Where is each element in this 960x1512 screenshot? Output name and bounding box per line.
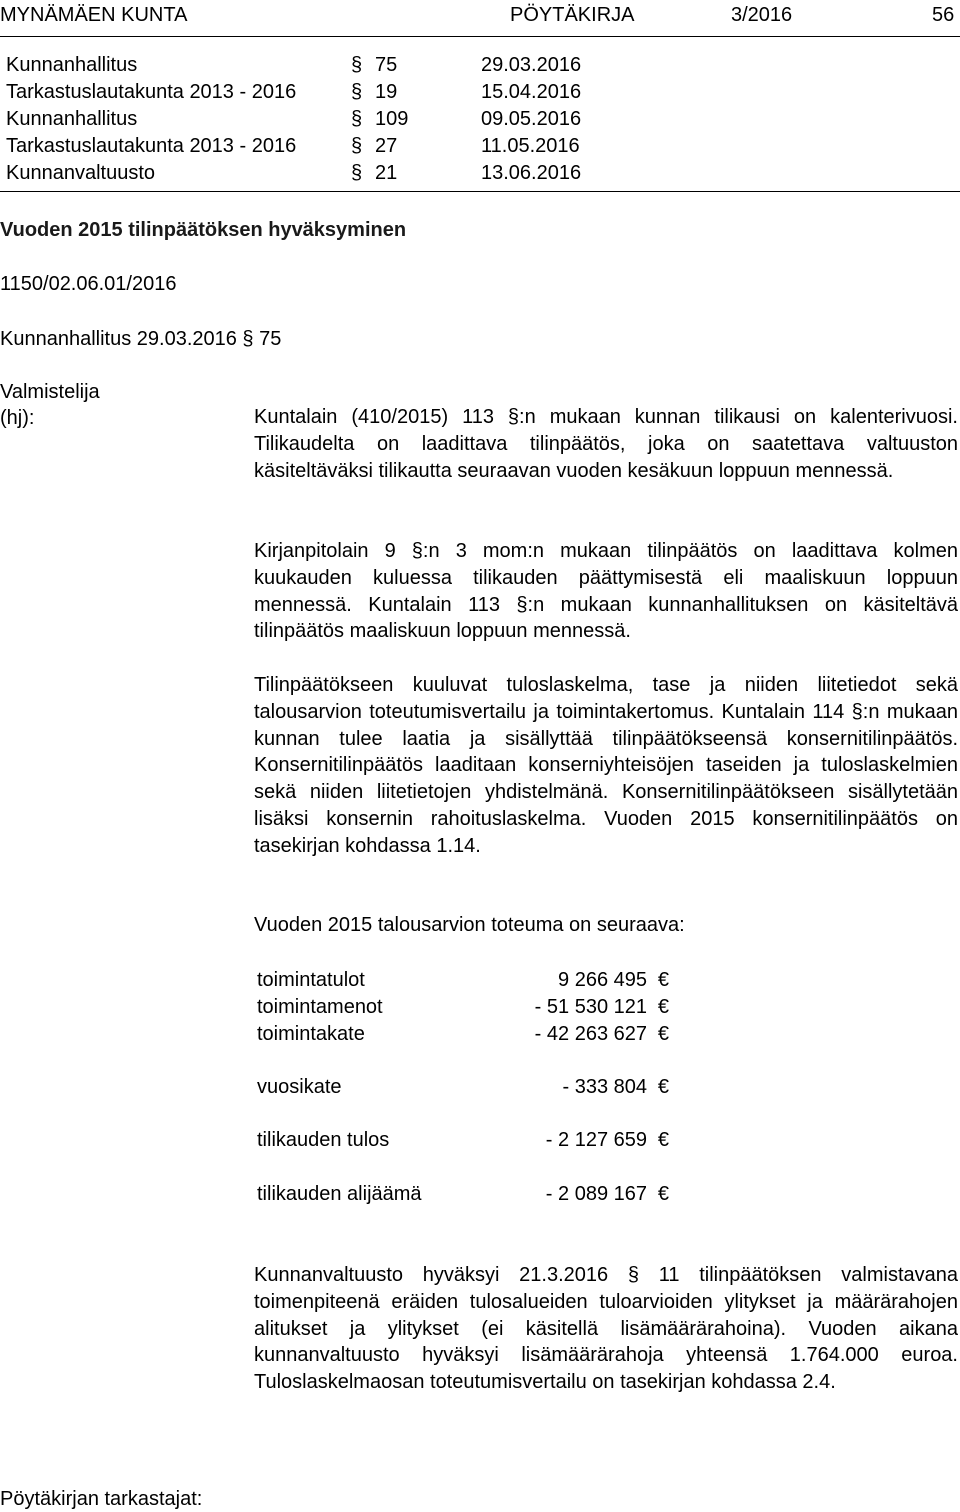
history-date: 13.06.2016 bbox=[481, 162, 582, 184]
euro-symbol: € bbox=[657, 1129, 669, 1151]
history-row bbox=[0, 106, 960, 133]
header-divider bbox=[0, 36, 960, 37]
history-body: Kunnanhallitus bbox=[6, 54, 138, 76]
diary-reference: 1150/02.06.01/2016 bbox=[0, 273, 177, 295]
paragraph-text: Kunnanvaltuusto hyväksyi 21.3.2016 § 11 tilinpäätöksen valmistavana toimenpiteenä eräiden tulosalueiden tuloarvioiden ylitykset ja määrärahojen alitukset ja ylitykset (ei käsitellä lisämäärärahoina). Vuoden aikana kunnanvaltuusto hyväksyi lisämäärärahoja yhteensä 1.764.000 euroa. Tuloslaskelmaosan toteutumisvertailu on tasekirjan kohdassa 2.4. bbox=[254, 1264, 958, 1394]
history-date: 09.05.2016 bbox=[481, 108, 582, 130]
section-mark: § bbox=[351, 108, 363, 130]
paragraph-contents bbox=[254, 672, 958, 860]
financial-value: - 2 089 167 bbox=[545, 1183, 647, 1205]
page-number: 56 bbox=[932, 4, 955, 26]
financial-label: toimintatulot bbox=[257, 969, 365, 991]
financial-label: toimintamenot bbox=[257, 996, 383, 1018]
euro-symbol: € bbox=[657, 969, 669, 991]
financial-value: - 51 530 121 bbox=[534, 996, 647, 1018]
paragraph-text: Tilinpäätökseen kuuluvat tuloslaskelma, tase ja niiden liitetiedot sekä talousarvion toteutumisvertailu ja toimintakertomus. Kuntalain 114 §:n mukaan kunnan tulee laatia ja sisällyttää tilinpäätökseensä konsernitilinpäätös. Konsernitilinpäätös laaditaan konserniyhteisöjen taseiden ja tuloslaskelmien sekä niiden liitetietojen yhdistelmänä. Konsernitilinpäätökseen sisällytetään lisäksi konsernin rahoituslaskelma. Vuoden 2015 konsernitilinpäätös on tasekirjan kohdassa 1.14. bbox=[254, 674, 958, 857]
history-section-number: 19 bbox=[375, 81, 398, 103]
history-section-number: 109 bbox=[375, 108, 409, 130]
history-section-number: 21 bbox=[375, 162, 398, 184]
municipality-name: MYNÄMÄEN KUNTA bbox=[0, 4, 188, 26]
financial-label: vuosikate bbox=[257, 1076, 342, 1098]
paragraph-budget-amendments bbox=[254, 1262, 958, 1396]
financial-row bbox=[257, 1126, 677, 1154]
financial-value: 9 266 495 bbox=[558, 969, 647, 991]
section-mark: § bbox=[351, 135, 363, 157]
protocol-issue: 3/2016 bbox=[731, 4, 793, 26]
financial-value: - 42 263 627 bbox=[534, 1023, 647, 1045]
euro-symbol: € bbox=[657, 996, 669, 1018]
euro-symbol: € bbox=[657, 1183, 669, 1205]
euro-symbol: € bbox=[657, 1076, 669, 1098]
financial-row bbox=[257, 1180, 677, 1208]
financial-label: tilikauden alijäämä bbox=[257, 1183, 422, 1205]
paragraph-budget-intro bbox=[254, 912, 958, 939]
history-row bbox=[0, 160, 960, 187]
history-date: 15.04.2016 bbox=[481, 81, 582, 103]
financial-row bbox=[257, 993, 677, 1021]
paragraph-text: Kuntalain (410/2015) 113 §:n mukaan kunnan tilikausi on kalenterivuosi. Tilikaudelta on laadittava tilinpäätös, joka on saatettava valtuuston käsiteltäväksi tilikautta seuraavan vuoden kesäkuun loppuun mennessä. bbox=[254, 406, 958, 482]
financial-row bbox=[257, 1020, 677, 1048]
item-title: Vuoden 2015 tilinpäätöksen hyväksyminen bbox=[0, 219, 407, 241]
euro-symbol: € bbox=[657, 1023, 669, 1045]
financial-row bbox=[257, 966, 677, 994]
meeting-line: Kunnanhallitus 29.03.2016 § 75 bbox=[0, 328, 282, 350]
history-section-number: 75 bbox=[375, 54, 398, 76]
history-body: Kunnanhallitus bbox=[6, 108, 138, 130]
paragraph-text: Kirjanpitolain 9 §:n 3 mom:n mukaan tilinpäätös on laadittava kolmen kuukauden kuluessa tilikauden päättymisestä eli maaliskuun loppuun mennessä. Kuntalain 113 §:n mukaan kunnanhallituksen on käsiteltävä tilinpäätös maaliskuun loppuun mennessä. bbox=[254, 540, 958, 643]
financial-row bbox=[257, 1073, 677, 1101]
history-row bbox=[0, 52, 960, 79]
financial-value: - 2 127 659 bbox=[545, 1129, 647, 1151]
history-row bbox=[0, 133, 960, 160]
history-date: 29.03.2016 bbox=[481, 54, 582, 76]
preparer-initials: (hj): bbox=[0, 407, 35, 429]
financial-value: - 333 804 bbox=[562, 1076, 647, 1098]
history-row bbox=[0, 79, 960, 106]
minutes-checkers-label: Pöytäkirjan tarkastajat: bbox=[0, 1488, 203, 1510]
paragraph-accounting-act bbox=[254, 538, 958, 645]
financial-label: toimintakate bbox=[257, 1023, 365, 1045]
financial-label: tilikauden tulos bbox=[257, 1129, 390, 1151]
section-mark: § bbox=[351, 81, 363, 103]
section-mark: § bbox=[351, 54, 363, 76]
history-body: Kunnanvaltuusto bbox=[6, 162, 156, 184]
section-mark: § bbox=[351, 162, 363, 184]
history-divider bbox=[0, 191, 960, 192]
preparer-label: Valmistelija bbox=[0, 381, 100, 403]
history-section-number: 27 bbox=[375, 135, 398, 157]
paragraph-fiscal-period bbox=[254, 404, 958, 484]
history-date: 11.05.2016 bbox=[481, 135, 580, 157]
history-body: Tarkastuslautakunta 2013 - 2016 bbox=[6, 135, 297, 157]
page-header bbox=[0, 2, 960, 28]
document-type: PÖYTÄKIRJA bbox=[510, 4, 635, 26]
history-body: Tarkastuslautakunta 2013 - 2016 bbox=[6, 81, 297, 103]
paragraph-text: Vuoden 2015 talousarvion toteuma on seuraava: bbox=[254, 914, 685, 936]
